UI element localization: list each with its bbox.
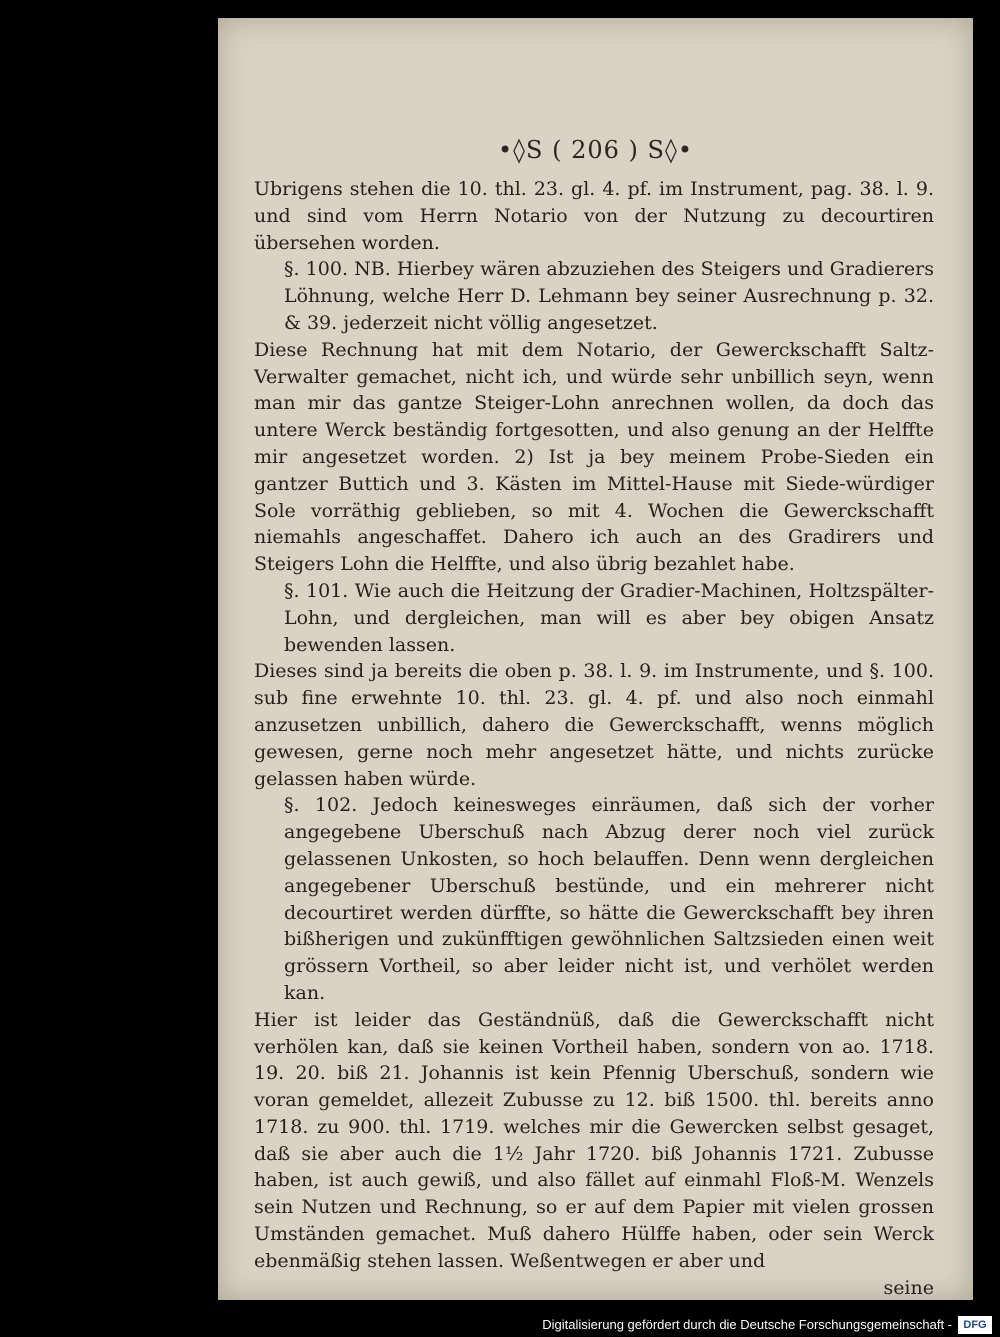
dfg-logo: DFG [958,1316,992,1334]
paragraph: Ubrigens stehen die 10. thl. 23. gl. 4. pf. im Instrument, pag. 38. l. 9. und sind vom Herrn Notario von der Nutzung zu decourtiren übersehen worden. [254,178,934,254]
page-number-header: •◊S ( 206 ) S◊• [498,136,693,164]
funding-credit: Digitalisierung gefördert durch die Deutsche Forschungsgemeinschaft - [542,1317,952,1332]
scanned-page [218,18,973,1300]
footer-bar [0,1300,1000,1337]
paragraph-section-102: §. 102. Jedoch keinesweges einräumen, daß sich der vorher angegebene Uberschuß nach Abzug derer noch viel zurück gelassenen Unkosten, so hoch belauffen. Denn wenn dergleichen angegebener Uberschuß bestünde, und ein mehrerer nicht decourtiret werden dürffte, so hätte die Gewerckschafft bey ihren bißherigen und zukünfftigen gewöhnlichen Saltzsieden einen weit grössern Vortheil, so aber leider nicht ist, und verhölet werden kan. [284,794,934,1004]
paragraph: Diese Rechnung hat mit dem Notario, der Gewerckschafft Saltz-Verwalter gemachet, nicht ich, und würde sehr unbillich seyn, wenn man mir das gantze Steiger-Lohn anrechnen wollen, da doch das untere Werck beständig fortgesotten, und also genung an der Helffte mir angesetzet worden. 2) Ist ja bey meinem Probe-Sieden ein gantzer Buttich und 3. Kästen im Mittel-Hause mit Siede-würdiger Sole vorräthig geblieben, so mit 4. Wochen die Gewerckschafft niemahls angeschaffet. Dahero ich auch an des Gradirers und Steigers Lohn die Helffte, und also übrig bezahlet habe. [254,338,934,576]
paragraph: Dieses sind ja bereits die oben p. 38. l. 9. im Instrumente, und §. 100. sub fine erwehnte 10. thl. 23. gl. 4. pf. und also noch einmahl anzusetzen unbillich, dahero die Gewerckschafft, wenns möglich gewesen, gerne noch mehr angesetzet hätte, und nichts zurücke gelassen haben würde. [254,660,934,790]
catchword: seine [883,1276,934,1299]
body-text [254,176,934,1301]
paragraph: Hier ist leider das Geständnüß, daß die Gewerckschafft nicht verhölen kan, daß sie keinen Vortheil haben, sondern von ao. 1718. 19. 20. biß 21. Johannis ist kein Pfennig Uberschuß, sondern wie voran gemeldet, allezeit Zubusse zu 12. biß 1500. thl. bereits anno 1718. zu 900. thl. 1719. welches mir die Gewercken selbst gesaget, daß sie aber auch die 1½ Jahr 1720. biß Johannis 1721. Zubusse haben, ist auch gewiß, und also fället auf einmahl Floß-M. Wenzels sein Nutzen und Rechnung, so er auf dem Papier mit vielen grossen Umständen gemachet. Muß dahero Hülffe haben, oder sein Werck ebenmäßig stehen lassen. Weßentwegen er aber und [254,1008,934,1272]
paragraph-section-101: §. 101. Wie auch die Heitzung der Gradier-Machinen, Holtzspälter-Lohn, und dergleichen, man will es aber bey obigen Ansatz bewenden lassen. [284,579,934,656]
paragraph-section-100: §. 100. NB. Hierbey wären abzuziehen des Steigers und Gradierers Löhnung, welche Herr D. Lehmann bey seiner Ausrechnung p. 32. & 39. jederzeit nicht völlig angesetzet. [284,258,934,334]
